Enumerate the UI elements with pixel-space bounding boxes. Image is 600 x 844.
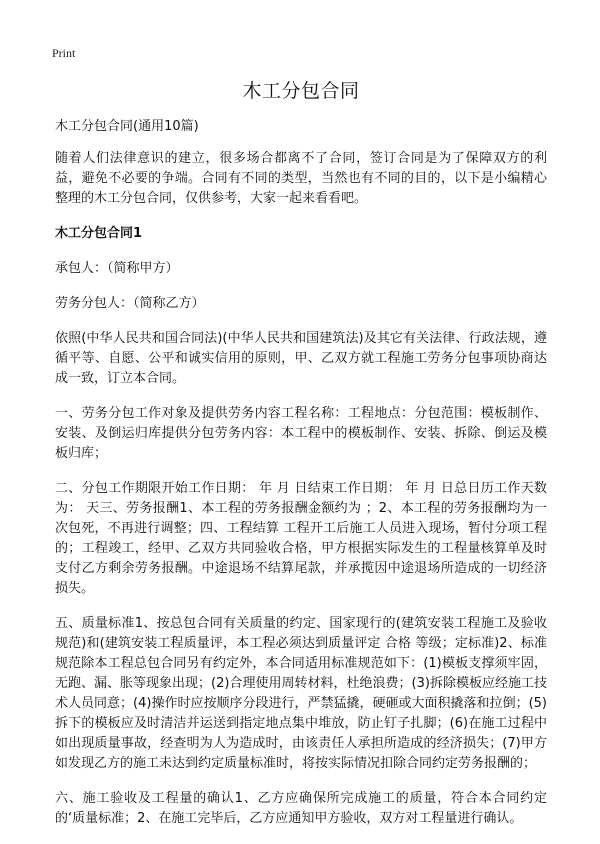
document-body [55,76,547,844]
party-b-line: 劳务分包人：（简称乙方） [55,296,205,311]
page-title: 木工分包合同 [242,80,360,102]
contract-paragraph-period: 二、分包工作期限开始工作日期： 年 月 日结束工作日期： 年 月 日总日历工作天数为： 天三、劳务报酬1、本工程的劳务报酬金额约为 ；2、本工程的劳务报酬均为一次包死，不再进行调整；四、工程结算 工程开工后施工人员进入现场，暂付分项工程的；工程竣工，经甲、乙双方共同验收合格，甲方根据实际发生的工程量核算单及时支付乙方剩余劳务报酬。中途退场不结算尾款，并承揽因中途退场所造成的一切经济损失。 [55,481,547,596]
contract-paragraph-acceptance: 六、施工验收及工程量的确认1、乙方应确保所完成施工的质量，符合本合同约定的‘质量标准；2、在施工完毕后，乙方应通知甲方验收，双方对工程量进行确认。 [55,791,547,826]
contract-paragraph-quality: 五、质量标准1、按总包合同有关质量的约定、国家现行的(建筑安装工程施工及验收规范)和(建筑安装工程质量评，本工程必须达到质量评定 合格 等级；定标准)2、标准规范除本工程总包合同另有约定外，本合同适用标准规范如下：(1)模板支撑须牢固，无跑、漏、胀等现象出现；(2)合理使用周转材料，杜绝浪费；(3)拆除模板应经施工技术人员同意；(4)操作时应按顺序分段进行，严禁猛撬，硬砸或大面积撬落和拉倒；(5)拆下的模板应及时清洁并运送到指定地点集中堆放，防止钉子扎脚；(6)在施工过程中如出现质量事故，经查明为人为造成时，由该责任人承担所造成的经济损失；(7)甲方如发现乙方的施工未达到约定质量标准时，将按实际情况扣除合同约定劳务报酬的； [55,616,547,771]
intro-paragraph: 随着人们法律意识的建立，很多场合都离不了合同，签订合同是为了保障双方的利益，避免不必要的争端。合同有不同的类型，当然也有不同的目的，以下是小编精心整理的木工分包合同，仅供参考，大家一起来看看吧。 [55,151,547,206]
party-a-line: 承包人：（简称甲方） [55,261,179,276]
section-heading: 木工分包合同1 [55,226,143,241]
contract-paragraph-basis: 依照(中华人民共和国合同法)(中华人民共和国建筑法)及其它有关法律、行政法规，遵循平等、自愿、公平和诚实信用的原则，甲、乙双方就工程施工劳务分包事项协商达成一致，订立本合同。 [55,331,547,386]
contract-paragraph-scope: 一、劳务分包工作对象及提供劳务内容工程名称：工程地点：分包范围：模板制作、安装、及倒运归库提供分包劳务内容：本工程中的模板制作、安装、拆除、倒运及模板归库； [55,406,547,461]
print-link[interactable]: Print [52,46,76,60]
document-subtitle: 木工分包合同(通用10篇) [55,119,199,134]
